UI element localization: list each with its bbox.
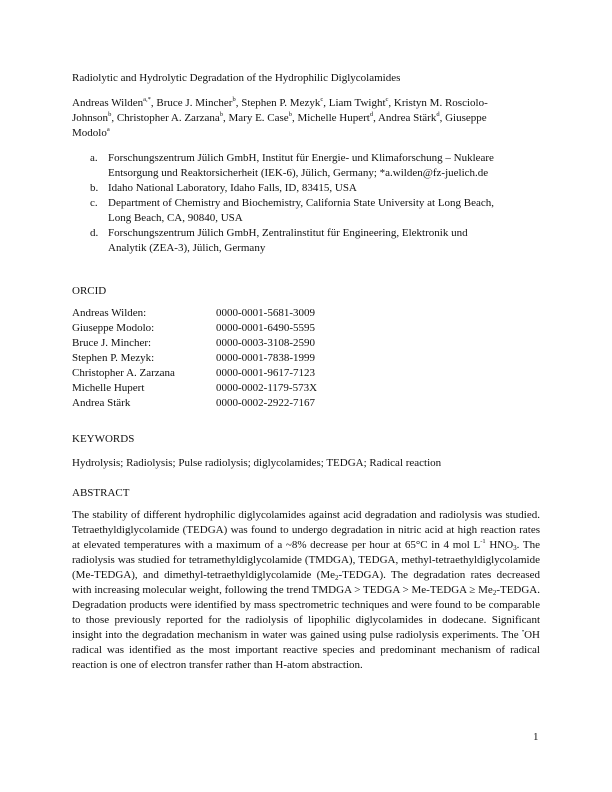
author-name: , Andrea Stärk — [373, 112, 437, 124]
abstract-text: . The radiolysis was studied for tetramethyldiglycolamide (TMDGA), TEDGA, methyl-tetraethyldiglycolamide (Me-TEDGA), and dimethyl-tetraethyldiglycolamide (Me — [72, 539, 541, 581]
affiliation-text: Forschungszentrum Jülich GmbH, Zentralinstitut für Engineering, Elektronik und — [108, 227, 468, 239]
orcid-id: 0000-0001-5681-3009 — [216, 307, 315, 319]
orcid-name: Stephen P. Mezyk: — [72, 352, 155, 364]
affiliation-marker: b — [108, 111, 112, 118]
affiliation-marker: b — [232, 96, 236, 103]
subscript: 3 — [513, 544, 517, 552]
affiliation-text: Entsorgung und Reaktorsicherheit (IEK-6), Jülich, Germany; *a.wilden@fz-juelich.de — [108, 167, 489, 179]
affiliation-marker: b — [288, 111, 292, 118]
author-name: , Stephen P. Mezyk — [235, 97, 321, 109]
abstract-text: -TEDGA). The degradation rates decreased with increasing molecular weight, following the trend TMDGA > TEDGA > Me-TEDGA ≥ Me — [72, 569, 540, 596]
author-line-2 — [72, 111, 487, 125]
affiliation-letter: d. — [90, 227, 99, 239]
author-name: , Giuseppe — [439, 112, 487, 124]
affiliation-marker: c — [385, 96, 389, 103]
affiliation-text: Forschungszentrum Jülich GmbH, Institut für Energie- und Klimaforschung – Nukleare — [108, 152, 494, 164]
affiliation-letter: a. — [90, 152, 98, 164]
affiliation-text: Long Beach, CA, 90840, USA — [108, 212, 243, 224]
keywords-text: Hydrolysis; Radiolysis; Pulse radiolysis; diglycolamides; TEDGA; Radical reaction — [72, 457, 442, 469]
keywords-heading: KEYWORDS — [72, 433, 135, 445]
author-line-1 — [72, 96, 488, 110]
author-name: , Liam Twight — [323, 97, 386, 109]
orcid-name: Christopher A. Zarzana — [72, 367, 175, 379]
paper-title: Radiolytic and Hydrolytic Degradation of the Hydrophilic Diglycolamides — [72, 72, 401, 84]
orcid-name: Bruce J. Mincher: — [72, 337, 152, 349]
abstract-text: OH radical was identified as the most important reactive species and predominant mechanism of radical reaction is one of electron transfer rather than H-atom abstraction. — [72, 629, 540, 671]
orcid-id: 0000-0002-2922-7167 — [216, 397, 315, 409]
author-name: , Michelle Hupert — [291, 112, 370, 124]
author-line-3 — [72, 126, 110, 140]
author-name: , Bruce J. Mincher — [150, 97, 233, 109]
abstract-text: -TEDGA. Degradation products were identified by mass spectrometric techniques and were found to be comparable to those previously reported for the radiolysis of lipophilic diglycolamides in dodecane. Significant insight into the degradation mechanism in water was gained using pulse radiolysis experiments. The — [72, 584, 540, 641]
author-name: Modolo — [72, 127, 107, 139]
orcid-id: 0000-0001-6490-5595 — [216, 322, 315, 334]
author-name: Andreas Wilden — [72, 97, 144, 109]
radical-dot: • — [521, 628, 525, 635]
abstract-body — [72, 508, 540, 673]
orcid-id: 0000-0001-9617-7123 — [216, 367, 315, 379]
author-name: , Mary E. Case — [223, 112, 289, 124]
author-name: Johnson — [72, 112, 109, 124]
author-name: , Christopher A. Zarzana — [111, 112, 220, 124]
affiliation-text: Department of Chemistry and Biochemistry, California State University at Long Beach, — [108, 197, 495, 209]
orcid-id: 0000-0001-7838-1999 — [216, 352, 315, 364]
affiliation-marker: d — [436, 111, 440, 118]
orcid-name: Michelle Hupert — [72, 382, 145, 394]
superscript: -1 — [480, 538, 486, 545]
affiliation-letter: c. — [90, 197, 98, 209]
orcid-name: Giuseppe Modolo: — [72, 322, 155, 334]
subscript: 2 — [335, 574, 339, 582]
affiliation-letter: b. — [90, 182, 99, 194]
affiliation-marker: b — [219, 111, 223, 118]
affiliation-marker: c — [320, 96, 324, 103]
author-name: , Kristyn M. Rosciolo- — [388, 97, 488, 109]
orcid-name: Andrea Stärk — [72, 397, 131, 409]
affiliation-text: Analytik (ZEA-3), Jülich, Germany — [108, 242, 266, 254]
abstract-text: HNO — [485, 539, 514, 551]
affiliation-marker: a — [106, 126, 110, 133]
orcid-id: 0000-0002-1179-573X — [216, 382, 318, 394]
affiliation-text: Idaho National Laboratory, Idaho Falls, ID, 83415, USA — [108, 182, 357, 194]
abstract-text: The stability of different hydrophilic diglycolamides against acid degradation and radiolysis was studied. Tetraethyldiglycolamide (TEDGA) was found to undergo degradation in nitric acid at high reaction rates at elevated temperatures with a maximum of a ~8% decrease per hour at 65°C in 4 mol L — [72, 509, 540, 551]
abstract-heading: ABSTRACT — [72, 487, 130, 499]
orcid-name: Andreas Wilden: — [72, 307, 147, 319]
subscript: 2 — [492, 589, 497, 597]
affiliation-marker: a,* — [143, 96, 151, 103]
orcid-id: 0000-0003-3108-2590 — [216, 337, 315, 349]
page-number: 1 — [533, 731, 539, 743]
affiliation-marker: d — [369, 111, 374, 118]
orcid-heading: ORCID — [72, 285, 107, 297]
